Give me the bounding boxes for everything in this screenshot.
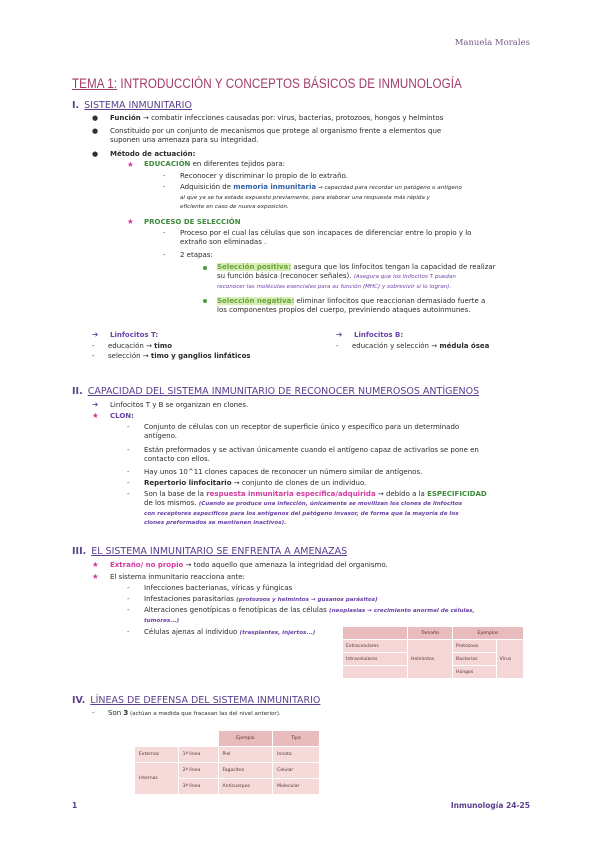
dash-icon: - xyxy=(92,342,95,350)
c1b: antígeno. xyxy=(144,432,177,440)
funcion-line xyxy=(110,114,443,123)
ext-label: Extraño/ no propio xyxy=(110,561,184,569)
c5c: → debido a la xyxy=(375,490,428,498)
lt-1b: timo xyxy=(154,342,173,350)
section-2-heading xyxy=(72,386,479,397)
educacion-line xyxy=(144,160,285,169)
dash-icon: - xyxy=(163,183,166,191)
adquisicion-line xyxy=(180,183,530,212)
table-cell: 3ª línea xyxy=(179,779,218,794)
table-cell: Celular xyxy=(273,763,319,778)
selpos-2b: (Asegura que los linfocitos T puedan xyxy=(353,274,456,280)
c2b: contacto con ellos. xyxy=(144,455,210,463)
r4b: (trasplantes, injertos...) xyxy=(239,630,316,636)
table-cell: Intracelulares xyxy=(343,653,407,665)
section-4-heading xyxy=(72,695,320,706)
table-cell: Fagocitos xyxy=(219,763,273,778)
table-cell: Ejemplo xyxy=(219,731,273,746)
table-cell xyxy=(135,731,178,746)
dash-icon: - xyxy=(163,172,166,180)
table-cell: Piel xyxy=(219,747,273,762)
proceso-2: extraño son eliminadas . xyxy=(180,238,267,246)
reconocer-line: Reconocer y discriminar lo propio de lo extraño. xyxy=(180,172,348,180)
constituido-2: suponen una amenaza para su integridad. xyxy=(110,136,259,144)
course-name: Inmunología 24-25 xyxy=(450,801,530,810)
lb-1a: educación y selección → xyxy=(352,342,440,350)
reacciona-item-2 xyxy=(144,595,378,605)
adq-prefix: Adquisición de xyxy=(180,183,234,191)
r2b: (protozoos y helmintos → gusanos parásitos) xyxy=(236,597,378,603)
dash-icon: - xyxy=(127,584,130,592)
table-cell: 2ª línea xyxy=(179,763,218,778)
educacion-label: EDUCACIÓN xyxy=(144,160,191,168)
c8: clones preformados se mantienen inactivos). xyxy=(144,520,287,526)
selneg-1: eliminar linfocitos que reaccionan demasiado fuerte a xyxy=(294,297,486,305)
lt-line-1 xyxy=(108,342,172,351)
title-rest: INTRODUCCIÓN Y CONCEPTOS BÁSICOS DE INMUNOLOGÍA xyxy=(117,76,462,91)
table-cell: Tipo xyxy=(273,731,319,746)
c1a: Conjunto de células con un receptor de superficie único y específico para un determinado xyxy=(144,423,460,431)
dash-icon: - xyxy=(92,709,95,717)
c5a: Son la base de la xyxy=(144,490,207,498)
star-icon: ★ xyxy=(92,560,99,569)
funcion-label: Función xyxy=(110,114,141,122)
dash-icon: - xyxy=(336,342,339,350)
dash-icon: - xyxy=(92,352,95,360)
star-icon: ★ xyxy=(127,217,134,226)
reacciona-line: El sistema inmunitario reacciona ante: xyxy=(110,573,245,581)
table-cell: Molecular xyxy=(273,779,319,794)
funcion-text: → combatir infecciones causadas por: virus, bacterias, protozoos, hongos y helmintos xyxy=(140,114,444,122)
amenazas-table xyxy=(342,626,524,679)
constituido-line xyxy=(110,127,528,145)
reacciona-item-3 xyxy=(144,606,530,625)
table-cell: Helmintos xyxy=(408,640,452,678)
c4b: → conjunto de clones de un individuo. xyxy=(231,479,367,487)
lt-2a: selección → xyxy=(108,352,151,360)
table-cell: Externas xyxy=(135,747,178,762)
c5b: respuesta inmunitaria específica/adquirida xyxy=(206,490,376,498)
bullet-icon: ● xyxy=(92,127,99,135)
r3b: (neoplasias → crecimiento anormal de células, xyxy=(329,608,475,614)
table-cell: 1ª línea xyxy=(179,747,218,762)
dash-icon: - xyxy=(127,468,130,476)
dash-icon: - xyxy=(127,479,130,487)
son-b: 3 xyxy=(123,709,129,717)
green-dot-icon xyxy=(203,266,207,270)
adq-1: → capacidad para recordar un patógeno o antígeno xyxy=(316,185,462,191)
section-3-number: III. xyxy=(72,546,87,557)
section-1-number: I. xyxy=(72,100,80,111)
star-icon: ★ xyxy=(92,572,99,581)
seleccion-negativa xyxy=(217,297,529,315)
clon-item-1 xyxy=(144,423,530,441)
table-cell: Innata xyxy=(273,747,319,762)
star-icon: ★ xyxy=(127,160,134,169)
c6b: (Cuando se produce una infección, únicamente se movilizan los clones de linfocitos xyxy=(198,501,463,507)
table-cell: Extracelulares xyxy=(343,640,407,652)
table-cell: Tamaño xyxy=(408,627,452,639)
table-cell: Anticuerpos xyxy=(219,779,273,794)
selneg-2: los componentes propios del cuerpo, previniendo ataques autoinmunes. xyxy=(217,306,471,314)
proceso-1: Proceso por el cual las células que son incapaces de diferenciar entre lo propio y lo xyxy=(180,229,472,237)
educacion-text: en diferentes tejidos para: xyxy=(190,160,285,168)
son-3-line xyxy=(108,709,281,719)
dash-icon: - xyxy=(163,251,166,259)
section-3-label: EL SISTEMA INMUNITARIO SE ENFRENTA A AMENAZAS xyxy=(91,546,348,557)
table-cell: Virus xyxy=(497,640,523,678)
section-3-heading xyxy=(72,546,347,557)
bullet-icon: ● xyxy=(92,150,99,158)
lt-2b: timo y ganglios linfáticos xyxy=(150,352,251,360)
etapas-line: 2 etapas: xyxy=(180,251,213,259)
lb-line-1 xyxy=(352,342,489,351)
clon-item-5 xyxy=(144,490,530,528)
table-cell: Bacterias xyxy=(453,653,496,665)
adq-2: al que ya se ha estado expuesto previamente, para elaborar una respuesta más rápida y xyxy=(180,194,430,201)
clon-item-2 xyxy=(144,446,530,464)
section-4-number: IV. xyxy=(72,695,86,706)
adq-mem: memoria inmunitaria xyxy=(233,183,317,191)
table-cell xyxy=(179,731,218,746)
clon-label: CLON: xyxy=(110,412,134,420)
proceso-label: PROCESO DE SELECCIÓN xyxy=(144,218,241,226)
lineas-defensa-table xyxy=(134,730,320,795)
selpos-2: su función básica (reconocer señales). xyxy=(217,272,354,280)
c2a: Están preformados y se activan únicamente cuando el antígeno capaz de activarlos se pone en xyxy=(144,446,479,454)
table-cell: Internas xyxy=(135,763,178,794)
linfocitos-b-label: Linfocitos B: xyxy=(354,331,404,339)
section-1-label: SISTEMA INMUNITARIO xyxy=(84,100,192,111)
c7: con receptores específicos para los antígenos del patógeno invasor, de forma que la mayoría de los xyxy=(144,510,459,517)
constituido-1: Constituido por un conjunto de mecanismos que protege al organismo frente a elementos que xyxy=(110,127,442,135)
dash-icon: - xyxy=(127,595,130,603)
clon-item-3: Hay unos 10^11 clones capaces de reconocer un número similar de antígenos. xyxy=(144,468,423,476)
section-1-heading xyxy=(72,100,192,111)
dash-icon: - xyxy=(127,446,130,454)
linfocitos-t-label: Linfocitos T: xyxy=(110,331,159,339)
dash-icon: - xyxy=(163,229,166,237)
selneg-label: Selección negativa: xyxy=(217,297,295,305)
r3a: Alteraciones genotípicas o fenotípicas de las células xyxy=(144,606,330,614)
seleccion-positiva xyxy=(217,263,529,291)
table-cell xyxy=(343,627,407,639)
page-title xyxy=(72,76,462,91)
bullet-icon: ● xyxy=(92,114,99,122)
dash-icon: - xyxy=(127,606,130,614)
clon-item-4 xyxy=(144,479,366,488)
author-name: Manuela Morales xyxy=(454,38,530,48)
son-c: (actúan a medida que fracasan las del nivel anterior). xyxy=(128,711,281,717)
adq-3: eficiente en caso de nueva exposición. xyxy=(180,204,289,210)
s2-linfocitos-line: Linfocitos T y B se organizan en clones. xyxy=(110,401,249,409)
table-cell xyxy=(343,666,407,678)
section-2-number: II. xyxy=(72,386,83,397)
selpos-1: asegura que los linfocitos tengan la capacidad de realizar xyxy=(291,263,496,271)
page-number: 1 xyxy=(72,801,78,810)
proceso-line xyxy=(180,229,530,247)
c6a: de los mismos. xyxy=(144,499,199,507)
dash-icon: - xyxy=(127,628,130,636)
dash-icon: - xyxy=(127,490,130,498)
r3c: tumores...) xyxy=(144,617,180,624)
r4a: Células ajenas al individuo xyxy=(144,628,240,636)
arrow-icon: ➔ xyxy=(92,330,99,339)
metodo-line: Método de actuación: xyxy=(110,150,196,158)
selpos-label: Selección positiva: xyxy=(217,263,292,271)
section-2-label: CAPACIDAD DEL SISTEMA INMUNITARIO DE RECONOCER NUMEROSOS ANTÍGENOS xyxy=(87,386,480,397)
son-a: Son xyxy=(108,709,124,717)
reacciona-item-4 xyxy=(144,628,315,638)
arrow-icon: ➔ xyxy=(336,330,343,339)
dash-icon: - xyxy=(127,423,130,431)
lt-1a: educación → xyxy=(108,342,155,350)
green-dot-icon xyxy=(203,299,207,303)
star-icon: ★ xyxy=(92,411,99,420)
section-4-label: LÍNEAS DE DEFENSA DEL SISTEMA INMUNITARIO xyxy=(90,695,321,706)
lb-1b: médula ósea xyxy=(439,342,490,350)
table-cell: Hongos xyxy=(453,666,496,678)
title-prefix: TEMA 1: xyxy=(72,76,118,91)
extrano-line xyxy=(110,561,388,570)
r2a: Infestaciones parasitarias xyxy=(144,595,237,603)
lt-line-2 xyxy=(108,352,251,361)
arrow-icon: ➔ xyxy=(92,400,99,409)
table-cell: Ejemplos xyxy=(453,627,523,639)
reacciona-item-1: Infecciones bacterianas, víricas y fúngicas xyxy=(144,584,293,592)
ext-text: → todo aquello que amenaza la integridad del organismo. xyxy=(183,561,388,569)
selpos-3: reconocer las moléculas esenciales para su función (MHC) y sobrevivir si lo logran). xyxy=(217,283,452,290)
table-cell: Protozoos xyxy=(453,640,496,652)
c5d: ESPECIFICIDAD xyxy=(427,490,487,498)
c4a: Repertorio linfocitario xyxy=(144,479,232,487)
